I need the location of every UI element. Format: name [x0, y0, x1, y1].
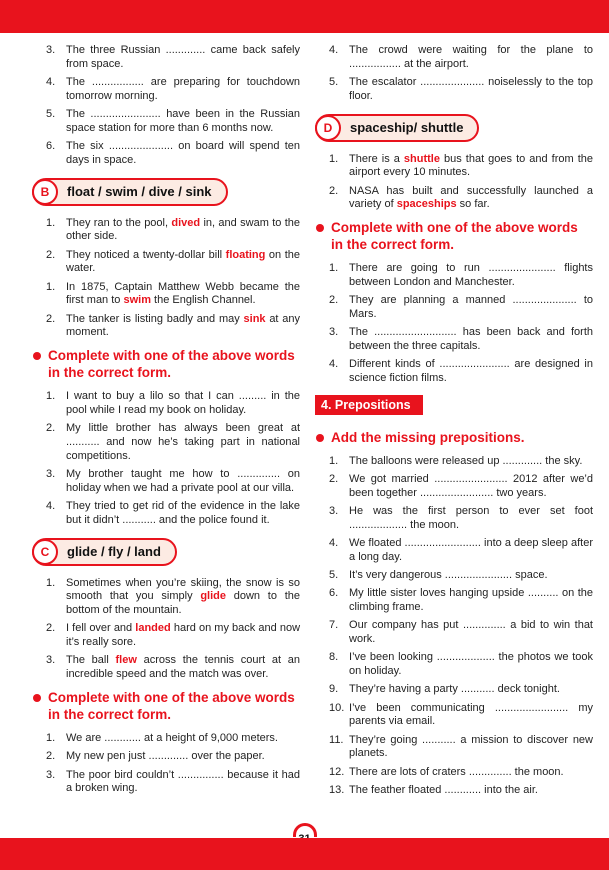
item-text: I fell over and landed hard on my back and now it’s really sore. — [66, 622, 301, 649]
item-text: The tanker is listing badly and may sink at any moment. — [66, 312, 301, 339]
item-number: 4. — [329, 44, 339, 56]
item-text: The three Russian ............. came back safely from space. — [66, 44, 301, 70]
list-item — [316, 784, 593, 798]
item-text: My brother taught me how to .............. on holiday when we had a private pool at our villa. — [66, 468, 301, 494]
list-item — [316, 569, 593, 583]
list-item — [33, 140, 300, 168]
item-text: They are planning a manned ..................... to Mars. — [349, 294, 593, 321]
item-number: 4. — [329, 537, 339, 550]
item-number: 1. — [46, 576, 56, 589]
list-item — [33, 313, 300, 341]
item-text: The poor bird couldn’t ............... because it had a broken wing. — [66, 768, 301, 795]
item-number: 1. — [329, 454, 339, 467]
item-text: The balloons were released up ............. the sky. — [349, 454, 583, 467]
prepositions-list — [316, 455, 593, 798]
item-number: 3. — [329, 505, 339, 518]
item-number: 7. — [329, 619, 339, 632]
item-text: We got married ........................ 2012 after we’d been together ........................ two years. — [349, 473, 593, 499]
bullet-icon — [316, 434, 324, 442]
list-item — [33, 390, 300, 418]
section-b-header — [32, 178, 228, 206]
item-number: 1. — [46, 280, 56, 293]
list-item — [316, 44, 593, 72]
item-text: It’s very dangerous ...................... space. — [349, 569, 548, 582]
list-item — [33, 217, 300, 245]
item-text: They’re going ........... a mission to discover new planets. — [349, 733, 593, 760]
item-text: There is a shuttle bus that goes to and from the airport every 10 minutes. — [349, 152, 593, 179]
section-b-letter-badge: B — [32, 179, 58, 205]
list-item — [316, 766, 593, 780]
item-number: 1. — [46, 216, 56, 229]
item-text: Different kinds of ....................... are designed in science fiction films. — [349, 358, 593, 385]
item-number: 5. — [46, 108, 56, 120]
list-item — [316, 76, 593, 104]
section-b-examples-list — [33, 217, 300, 341]
item-text: We are ............ at a height of 9,000 meters. — [66, 732, 278, 745]
bottom-red-band — [0, 838, 609, 870]
list-item — [316, 683, 593, 697]
item-text: I want to buy a lilo so that I can ......... in the pool while I read my book on holiday. — [66, 390, 301, 417]
section-b-complete-heading — [33, 347, 300, 381]
heading-text: Add the missing prepositions. — [331, 429, 525, 445]
section-b-complete-list — [33, 390, 300, 527]
list-item — [316, 619, 593, 647]
section-d-complete-list — [316, 262, 593, 386]
item-number: 4. — [46, 76, 56, 88]
bullet-icon — [33, 694, 41, 702]
item-text: There are lots of craters .............. the moon. — [349, 765, 564, 778]
list-item — [316, 358, 593, 386]
item-number: 3. — [46, 768, 56, 781]
item-number: 12. — [329, 765, 345, 778]
item-number: 6. — [329, 587, 339, 600]
item-text: The ................. are preparing for touchdown tomorrow morning. — [66, 76, 301, 102]
item-text: Our company has put .............. a bid to win that work. — [349, 619, 593, 646]
item-text: There are going to run ...................... flights between London and Manchester. — [349, 262, 593, 289]
prepositions-heading — [316, 429, 593, 446]
list-item — [33, 249, 300, 277]
section-c-complete-heading — [33, 689, 300, 723]
list-item — [33, 577, 300, 618]
right-column — [316, 44, 593, 834]
section-c-title: glide / fly / land — [67, 544, 161, 560]
item-number: 3. — [46, 468, 56, 481]
section-d-header — [315, 114, 479, 142]
item-number: 2. — [329, 184, 339, 197]
page-content — [33, 44, 593, 834]
list-item — [33, 44, 300, 72]
item-text: We floated ......................... into a deep sleep after a long day. — [349, 537, 593, 563]
item-number: 6. — [46, 140, 56, 152]
item-text: I’ve been communicating ........................ my parents via email. — [349, 701, 593, 728]
item-number: 9. — [329, 683, 339, 696]
item-number: 2. — [46, 422, 56, 435]
list-item — [33, 769, 300, 797]
list-item — [33, 281, 300, 309]
section-c-complete-continued-list — [316, 44, 593, 104]
section-d-complete-heading — [316, 219, 593, 253]
section-4-header-row — [316, 393, 593, 424]
item-text: They noticed a twenty-dollar bill floating on the water. — [66, 248, 301, 275]
item-text: I’ve been looking ................... the photos we took on holiday. — [349, 651, 593, 678]
item-number: 4. — [46, 500, 56, 513]
item-text: They ran to the pool, dived in, and swam to the other side. — [66, 216, 301, 243]
item-number: 2. — [46, 248, 56, 261]
left-column — [33, 44, 300, 834]
item-number: 1. — [46, 732, 56, 745]
list-item — [316, 153, 593, 181]
list-item — [33, 422, 300, 463]
item-text: The escalator ..................... noiselessly to the top floor. — [349, 76, 593, 102]
item-text: The ball flew across the tennis court at an incredible speed and the match was over. — [66, 654, 301, 681]
item-number: 4. — [329, 358, 339, 371]
list-item — [316, 505, 593, 533]
list-item — [316, 294, 593, 322]
list-item — [33, 500, 300, 528]
list-item — [316, 262, 593, 290]
list-item — [33, 654, 300, 682]
section-a-continued-list — [33, 44, 300, 168]
item-text: The six ..................... on board will spend ten days in space. — [66, 140, 301, 166]
item-number: 3. — [46, 44, 56, 56]
item-number: 10. — [329, 701, 345, 714]
item-number: 5. — [329, 76, 339, 88]
list-item — [316, 537, 593, 565]
item-text: They tried to get rid of the evidence in the lake but it didn’t ........... and the police found it. — [66, 500, 301, 526]
section-c-header — [32, 538, 177, 566]
item-number: 1. — [329, 152, 339, 165]
item-number: 2. — [46, 312, 56, 325]
item-number: 1. — [329, 262, 339, 275]
bullet-icon — [316, 224, 324, 232]
item-number: 5. — [329, 569, 339, 582]
item-text: The feather floated ............ into the air. — [349, 783, 538, 796]
item-text: They’re having a party ........... deck tonight. — [349, 683, 560, 696]
item-text: My little brother has always been great at ........... and now he’s taking part in national competitions. — [66, 422, 301, 462]
section-4-title-box: 4. Prepositions — [315, 395, 423, 415]
item-text: My little sister loves hanging upside .......... on the climbing frame. — [349, 587, 593, 614]
item-number: 3. — [46, 654, 56, 667]
section-c-complete-list — [33, 732, 300, 796]
item-text: Sometimes when you’re skiing, the snow is so smooth that you simply glide down to the bottom of the mountain. — [66, 576, 301, 617]
list-item — [33, 750, 300, 764]
list-item — [316, 702, 593, 730]
list-item — [316, 587, 593, 615]
item-number: 8. — [329, 651, 339, 664]
list-item — [316, 455, 593, 469]
list-item — [316, 326, 593, 354]
list-item — [33, 76, 300, 104]
item-number: 1. — [46, 390, 56, 403]
item-number: 2. — [329, 294, 339, 307]
item-text: The ........................... has been back and forth between the three capitals. — [349, 326, 593, 353]
item-number: 2. — [46, 750, 56, 763]
item-text: My new pen just ............. over the paper. — [66, 750, 265, 763]
list-item — [33, 108, 300, 136]
list-item — [316, 185, 593, 213]
item-text: He was the first person to ever set foot ................... the moon. — [349, 505, 593, 531]
list-item — [33, 468, 300, 496]
top-red-band — [0, 0, 609, 33]
section-d-examples-list — [316, 153, 593, 213]
list-item — [316, 651, 593, 679]
item-number: 13. — [329, 783, 345, 796]
section-d-letter-badge: D — [315, 115, 341, 141]
heading-text: Complete with one of the above words in the correct form. — [48, 689, 295, 722]
heading-text: Complete with one of the above words in the correct form. — [48, 348, 295, 381]
bullet-icon — [33, 352, 41, 360]
item-number: 2. — [329, 473, 339, 486]
section-c-examples-list — [33, 577, 300, 682]
section-b-title: float / swim / dive / sink — [67, 184, 212, 199]
item-number: 11. — [329, 733, 344, 746]
heading-text: Complete with one of the above words in the correct form. — [331, 220, 578, 253]
list-item — [33, 622, 300, 650]
item-number: 3. — [329, 326, 339, 339]
list-item — [33, 732, 300, 746]
section-c-letter-badge: C — [32, 539, 58, 565]
list-item — [316, 734, 593, 762]
item-text: NASA has built and successfully launched a variety of spaceships so far. — [349, 184, 593, 211]
item-number: 2. — [46, 622, 56, 635]
item-text: In 1875, Captain Matthew Webb became the first man to swim the English Channel. — [66, 280, 301, 307]
item-text: The ....................... have been in the Russian space station for more than 6 months now. — [66, 108, 301, 134]
section-d-title: spaceship/ shuttle — [350, 120, 464, 135]
item-text: The crowd were waiting for the plane to ................. at the airport. — [349, 44, 593, 70]
list-item — [316, 473, 593, 501]
